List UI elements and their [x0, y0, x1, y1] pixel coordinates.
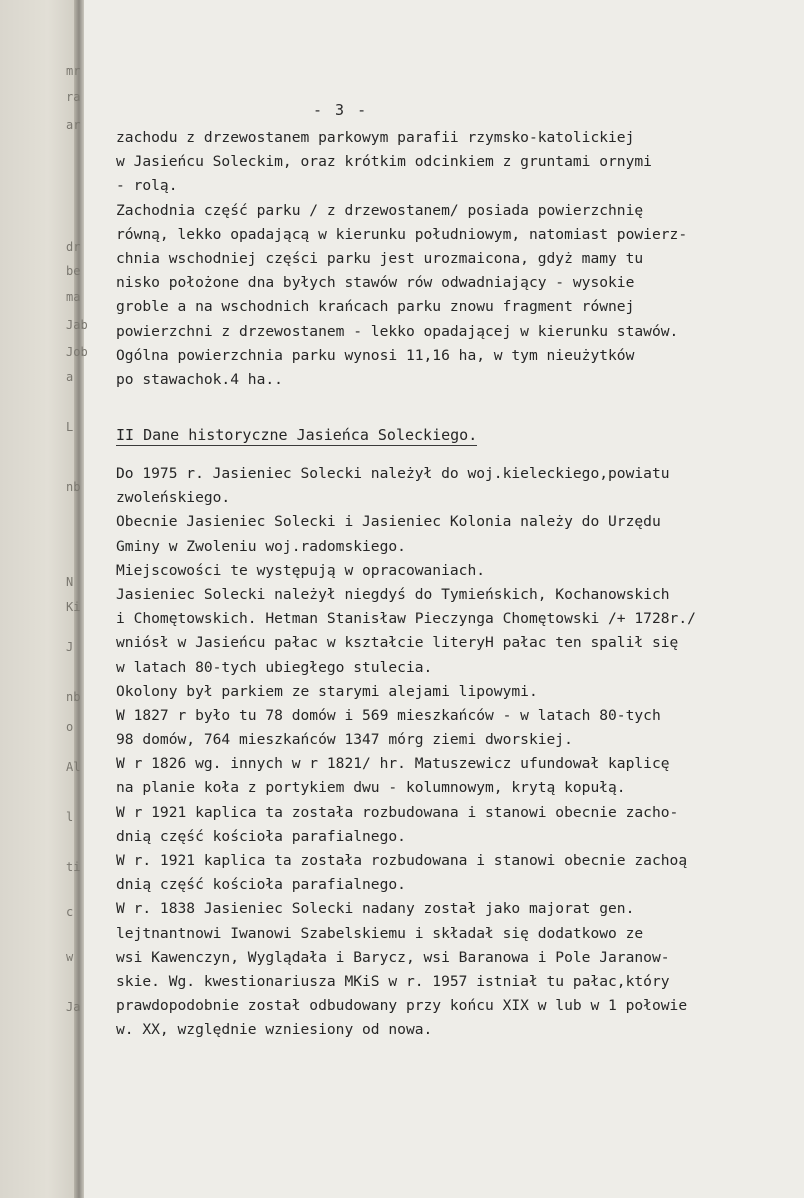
text-line: w. XX, względnie wzniesiony od nowa.: [116, 1021, 433, 1039]
paragraph-historical-data: [116, 462, 784, 1043]
facing-page: [0, 0, 80, 1198]
edge-mark: ti: [66, 860, 81, 874]
edge-mark: Jab: [66, 318, 88, 332]
text-line: Gminy w Zwoleniu woj.radomskiego.: [116, 537, 406, 555]
text-line: równą, lekko opadającą w kierunku południowym, natomiast powierz-: [116, 225, 688, 243]
text-line: Obecnie Jasieniec Solecki i Jasieniec Kolonia należy do Urzędu: [116, 513, 661, 531]
edge-mark: J: [66, 640, 74, 654]
text-line: po stawachok.4 ha..: [116, 370, 283, 388]
text-line: W 1827 r było tu 78 domów i 569 mieszkańców - w latach 80-tych: [116, 706, 661, 724]
text-line: groble a na wschodnich krańcach parku znowu fragment równej: [116, 298, 635, 316]
book-gutter: [74, 0, 84, 1198]
text-line: wniósł w Jasieńcu pałac w kształcie literyH pałac ten spalił się: [116, 634, 679, 652]
edge-mark: ma: [66, 290, 81, 304]
paragraph-park-description: [116, 126, 784, 392]
edge-mark: ar: [66, 118, 81, 132]
text-line: nisko położone dna byłych stawów rów odwadniający - wysokie: [116, 274, 635, 292]
edge-mark: l: [66, 810, 74, 824]
text-line: Ogólna powierzchnia parku wynosi 11,16 ha, w tym nieużytków: [116, 346, 635, 364]
text-line: chnia wschodniej części parku jest urozmaicona, gdyż mamy tu: [116, 249, 644, 267]
text-line: skie. Wg. kwestionariusza MKiS w r. 1957 istniał tu pałac,który: [116, 972, 670, 990]
text-line: W r 1826 wg. innych w r 1821/ hr. Matuszewicz ufundował kaplicę: [116, 755, 670, 773]
edge-mark: c: [66, 905, 74, 919]
edge-mark: Ki: [66, 600, 81, 614]
text-line: 98 domów, 764 mieszkańców 1347 mórg ziemi dworskiej.: [116, 731, 573, 749]
edge-mark: o: [66, 720, 74, 734]
edge-mark: dr: [66, 240, 81, 254]
section-heading: II Dane historyczne Jasieńca Soleckiego.: [116, 426, 478, 444]
edge-mark: ra: [66, 90, 81, 104]
text-line: Jasieniec Solecki należył niegdyś do Tymieńskich, Kochanowskich: [116, 585, 670, 603]
text-line: prawdopodobnie został odbudowany przy końcu XIX w lub w 1 połowie: [116, 997, 688, 1015]
text-line: w Jasieńcu Soleckim, oraz krótkim odcinkiem z gruntami ornymi: [116, 153, 652, 171]
text-line: W r. 1921 kaplica ta została rozbudowana i stanowi obecnie zachoą: [116, 852, 688, 869]
text-line: wsi Kawenczyn, Wyglądała i Barycz, wsi Baranowa i Pole Jaranow-: [116, 948, 670, 966]
text-line: Miejscowości te występują w opracowaniach.: [116, 561, 486, 579]
edge-mark: Al: [66, 760, 81, 774]
text-line: zachodu z drzewostanem parkowym parafii rzymsko-katolickiej: [116, 129, 635, 146]
text-line: Zachodnia część parku / z drzewostanem/ posiada powierzchnię: [116, 201, 644, 219]
edge-mark: Ja: [66, 1000, 81, 1014]
edge-mark: a: [66, 370, 74, 384]
text-line: W r. 1838 Jasieniec Solecki nadany został jako majorat gen.: [116, 900, 635, 918]
text-line: w latach 80-tych ubiegłego stulecia.: [116, 658, 433, 676]
text-line: - rolą.: [116, 177, 178, 195]
text-line: i Chomętowskich. Hetman Stanisław Pieczynga Chomętowski /+ 1728r./: [116, 610, 696, 628]
edge-mark: Job: [66, 345, 88, 359]
edge-mark: N: [66, 575, 74, 589]
text-line: dnią część kościoła parafialnego.: [116, 827, 406, 845]
edge-mark: nb: [66, 690, 81, 704]
text-line: Do 1975 r. Jasieniec Solecki należył do woj.kieleckiego,powiatu: [116, 465, 670, 482]
edge-mark: w: [66, 950, 74, 964]
edge-mark: L: [66, 420, 74, 434]
text-line: powierzchni z drzewostanem - lekko opadającej w kierunku stawów.: [116, 322, 679, 340]
page-number: - 3 -: [313, 101, 369, 119]
edge-mark: nb: [66, 480, 81, 494]
text-line: lejtnantnowi Iwanowi Szabelskiemu i składał się dodatkowo ze: [116, 924, 644, 942]
edge-mark: mr: [66, 64, 81, 78]
text-line: na planie koła z portykiem dwu - kolumnowym, krytą kopułą.: [116, 779, 626, 797]
text-line: W r 1921 kaplica ta została rozbudowana i stanowi obecnie zacho-: [116, 803, 679, 821]
text-line: Okolony był parkiem ze starymi alejami lipowymi.: [116, 682, 538, 700]
edge-mark: be: [66, 264, 81, 278]
text-line: zwoleńskiego.: [116, 489, 231, 507]
text-line: dnią część kościoła parafialnego.: [116, 876, 406, 894]
